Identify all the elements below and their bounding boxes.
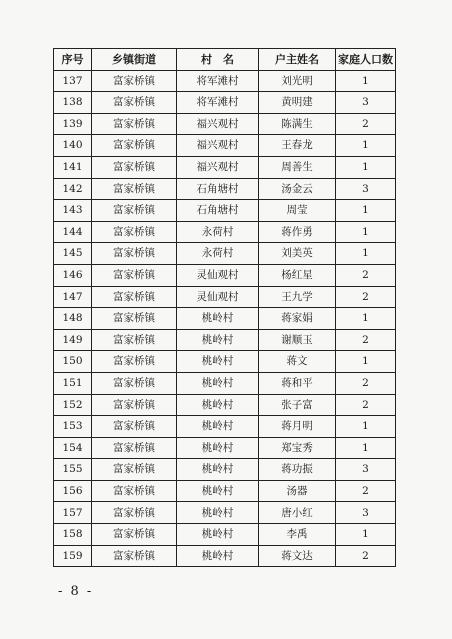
cell-village-name: 灵仙观村 [177, 264, 259, 286]
cell-village-name: 桃岭村 [177, 545, 259, 567]
cell-township: 富家桥镇 [92, 70, 177, 92]
cell-household-size: 2 [336, 286, 396, 308]
table-header-row [54, 49, 396, 71]
cell-household-size: 3 [336, 502, 396, 524]
cell-serial-number: 159 [54, 545, 92, 567]
table-row [54, 502, 396, 524]
household-table [53, 48, 396, 567]
cell-serial-number: 138 [54, 92, 92, 114]
cell-township: 富家桥镇 [92, 545, 177, 567]
cell-serial-number: 139 [54, 113, 92, 135]
cell-village-name: 桃岭村 [177, 394, 259, 416]
cell-serial-number: 147 [54, 286, 92, 308]
cell-village-name: 桃岭村 [177, 459, 259, 481]
cell-township: 富家桥镇 [92, 113, 177, 135]
cell-householder-name: 李禹 [259, 524, 336, 546]
page-number: - 8 - [58, 584, 94, 599]
cell-householder-name: 蒋家娟 [259, 308, 336, 330]
cell-household-size: 1 [336, 135, 396, 157]
cell-household-size: 1 [336, 243, 396, 265]
cell-village-name: 桃岭村 [177, 308, 259, 330]
cell-household-size: 2 [336, 545, 396, 567]
table-row [54, 135, 396, 157]
cell-township: 富家桥镇 [92, 437, 177, 459]
cell-household-size: 1 [336, 156, 396, 178]
cell-village-name: 桃岭村 [177, 437, 259, 459]
cell-household-size: 1 [336, 308, 396, 330]
cell-serial-number: 156 [54, 480, 92, 502]
cell-householder-name: 王春龙 [259, 135, 336, 157]
cell-township: 富家桥镇 [92, 92, 177, 114]
cell-household-size: 1 [336, 524, 396, 546]
table-row [54, 264, 396, 286]
cell-householder-name: 刘美英 [259, 243, 336, 265]
table-row [54, 221, 396, 243]
table-row [54, 459, 396, 481]
cell-serial-number: 158 [54, 524, 92, 546]
table-row [54, 416, 396, 438]
cell-village-name: 桃岭村 [177, 372, 259, 394]
cell-township: 富家桥镇 [92, 459, 177, 481]
header-householder-name: 户主姓名 [259, 49, 336, 71]
cell-township: 富家桥镇 [92, 200, 177, 222]
cell-householder-name: 汤金云 [259, 178, 336, 200]
cell-serial-number: 155 [54, 459, 92, 481]
table-row [54, 372, 396, 394]
cell-serial-number: 152 [54, 394, 92, 416]
cell-household-size: 2 [336, 264, 396, 286]
cell-serial-number: 151 [54, 372, 92, 394]
cell-township: 富家桥镇 [92, 156, 177, 178]
cell-village-name: 桃岭村 [177, 480, 259, 502]
cell-household-size: 1 [336, 221, 396, 243]
cell-householder-name: 汤器 [259, 480, 336, 502]
cell-household-size: 2 [336, 480, 396, 502]
cell-township: 富家桥镇 [92, 178, 177, 200]
table-row [54, 545, 396, 567]
cell-householder-name: 蒋文 [259, 351, 336, 373]
cell-householder-name: 蒋和平 [259, 372, 336, 394]
cell-village-name: 桃岭村 [177, 524, 259, 546]
cell-household-size: 1 [336, 70, 396, 92]
cell-serial-number: 141 [54, 156, 92, 178]
header-township: 乡镇街道 [92, 49, 177, 71]
cell-serial-number: 150 [54, 351, 92, 373]
cell-village-name: 灵仙观村 [177, 286, 259, 308]
cell-village-name: 永荷村 [177, 221, 259, 243]
cell-township: 富家桥镇 [92, 329, 177, 351]
cell-township: 富家桥镇 [92, 286, 177, 308]
header-household-size: 家庭人口数 [336, 49, 396, 71]
table-row [54, 243, 396, 265]
table-row [54, 200, 396, 222]
table-row [54, 524, 396, 546]
cell-village-name: 将军滩村 [177, 92, 259, 114]
cell-township: 富家桥镇 [92, 243, 177, 265]
cell-village-name: 石角塘村 [177, 200, 259, 222]
table-row [54, 480, 396, 502]
table-row [54, 394, 396, 416]
cell-serial-number: 148 [54, 308, 92, 330]
cell-serial-number: 142 [54, 178, 92, 200]
cell-township: 富家桥镇 [92, 351, 177, 373]
cell-household-size: 2 [336, 113, 396, 135]
cell-township: 富家桥镇 [92, 416, 177, 438]
cell-household-size: 1 [336, 437, 396, 459]
cell-township: 富家桥镇 [92, 308, 177, 330]
cell-serial-number: 149 [54, 329, 92, 351]
cell-serial-number: 157 [54, 502, 92, 524]
table-row [54, 308, 396, 330]
cell-householder-name: 周善生 [259, 156, 336, 178]
cell-householder-name: 陈满生 [259, 113, 336, 135]
cell-village-name: 福兴观村 [177, 156, 259, 178]
cell-village-name: 永荷村 [177, 243, 259, 265]
cell-household-size: 2 [336, 372, 396, 394]
cell-householder-name: 王九学 [259, 286, 336, 308]
cell-village-name: 桃岭村 [177, 351, 259, 373]
table-body [54, 70, 396, 567]
cell-householder-name: 张子富 [259, 394, 336, 416]
cell-householder-name: 郑宝秀 [259, 437, 336, 459]
cell-serial-number: 143 [54, 200, 92, 222]
cell-household-size: 3 [336, 459, 396, 481]
cell-village-name: 福兴观村 [177, 113, 259, 135]
cell-householder-name: 周莹 [259, 200, 336, 222]
cell-township: 富家桥镇 [92, 394, 177, 416]
cell-serial-number: 137 [54, 70, 92, 92]
cell-village-name: 桃岭村 [177, 502, 259, 524]
cell-householder-name: 蒋月明 [259, 416, 336, 438]
cell-village-name: 桃岭村 [177, 416, 259, 438]
cell-township: 富家桥镇 [92, 480, 177, 502]
cell-township: 富家桥镇 [92, 264, 177, 286]
cell-householder-name: 杨红星 [259, 264, 336, 286]
cell-householder-name: 刘光明 [259, 70, 336, 92]
cell-household-size: 3 [336, 92, 396, 114]
cell-township: 富家桥镇 [92, 221, 177, 243]
cell-householder-name: 蒋作勇 [259, 221, 336, 243]
cell-village-name: 福兴观村 [177, 135, 259, 157]
table-row [54, 351, 396, 373]
cell-township: 富家桥镇 [92, 372, 177, 394]
table-row [54, 286, 396, 308]
cell-household-size: 1 [336, 416, 396, 438]
cell-serial-number: 145 [54, 243, 92, 265]
cell-householder-name: 黄明建 [259, 92, 336, 114]
cell-serial-number: 144 [54, 221, 92, 243]
table-row [54, 178, 396, 200]
cell-village-name: 将军滩村 [177, 70, 259, 92]
table-row [54, 156, 396, 178]
table-row [54, 113, 396, 135]
cell-township: 富家桥镇 [92, 135, 177, 157]
cell-householder-name: 蒋功振 [259, 459, 336, 481]
cell-household-size: 1 [336, 351, 396, 373]
cell-householder-name: 蒋文达 [259, 545, 336, 567]
cell-serial-number: 140 [54, 135, 92, 157]
cell-household-size: 2 [336, 394, 396, 416]
cell-serial-number: 146 [54, 264, 92, 286]
table-row [54, 70, 396, 92]
cell-household-size: 2 [336, 329, 396, 351]
cell-household-size: 3 [336, 178, 396, 200]
cell-serial-number: 153 [54, 416, 92, 438]
cell-serial-number: 154 [54, 437, 92, 459]
cell-householder-name: 唐小红 [259, 502, 336, 524]
header-serial-number: 序号 [54, 49, 92, 71]
table-row [54, 329, 396, 351]
cell-village-name: 石角塘村 [177, 178, 259, 200]
cell-township: 富家桥镇 [92, 502, 177, 524]
table-row [54, 437, 396, 459]
cell-village-name: 桃岭村 [177, 329, 259, 351]
cell-householder-name: 谢顺玉 [259, 329, 336, 351]
header-village-name: 村 名 [177, 49, 259, 71]
table-row [54, 92, 396, 114]
cell-township: 富家桥镇 [92, 524, 177, 546]
cell-household-size: 1 [336, 200, 396, 222]
